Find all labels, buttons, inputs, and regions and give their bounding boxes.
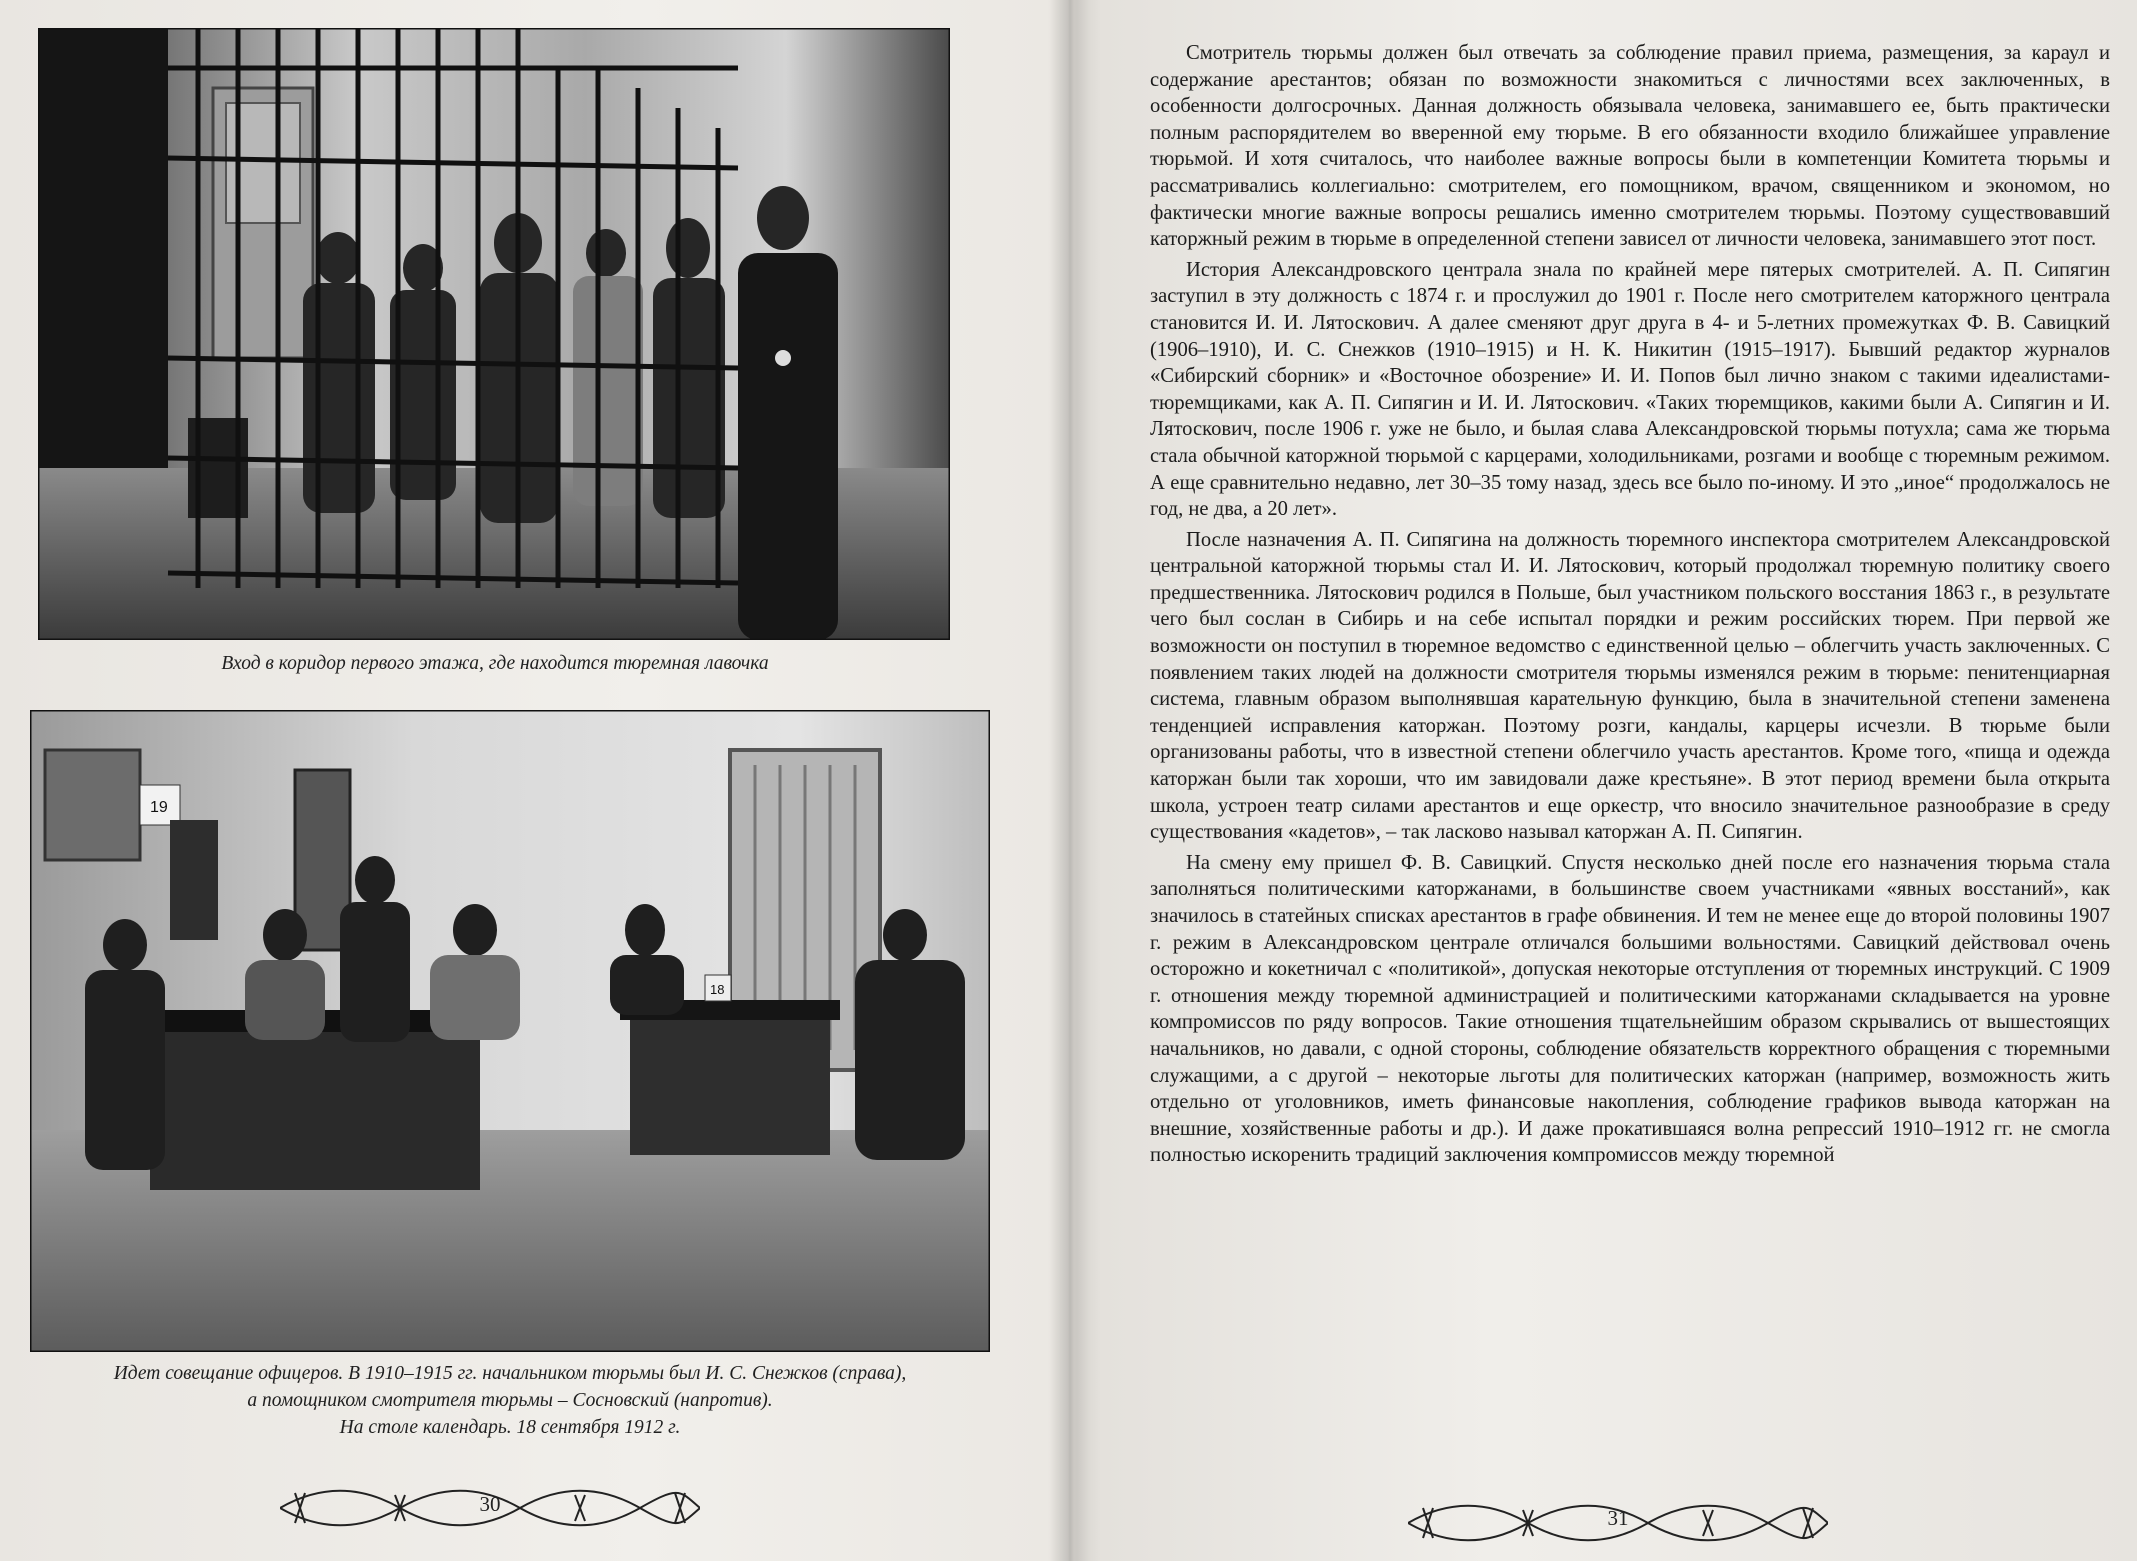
page-number-right: 31	[1607, 1506, 1629, 1530]
meeting-photo-illustration	[30, 710, 990, 1352]
calendar-card-19: 19	[150, 799, 168, 816]
left-page	[0, 0, 1068, 1561]
caption-2-line-1: Идет совещание офицеров. В 1910–1915 гг. начальником тюрьмы был И. С. Снежков (справа),	[113, 1363, 907, 1384]
paragraph-3: После назначения А. П. Сипягина на должность тюремного инспектора смотрителем Александровской центральной каторжной тюрьмы стал И. И. Лятоскович, который продолжал тюремную политику своего предшественника. Лятоскович родился в Польше, был участником польского восстания 1863 г., в результате чего был сослан в Сибирь и на себе испытал порядки и режим российских тюрем. При первой же возможности он поступил в тюремное ведомство с единственной целью – облегчить участь заключенных. С появлением таких людей на должности смотрителя тюрьмы изменялся режим в тюрьме: пенитенциарная система, главным образом выполнявшая карательную функцию, была в значительной степени заменена тенденцией исправления каторжан. Поэтому розги, кандалы, карцеры исчезли. В тюрьме были организованы работы, что в известной степени облегчило участь арестантов. Кроме того, «пища и одежда каторжан были так хороши, что им завидовали даже крестьяне». В этот период времени была открыта школа, устроен театр силами арестантов и еще оркестр, что вносило значительное разнообразие в среду существования «кадетов», – так ласково называл каторжан А. П. Сипягин.	[1150, 528, 2110, 844]
caption-corridor-photo: Вход в коридор первого этажа, где находится тюремная лавочка	[221, 653, 769, 674]
caption-2-line-2: а помощником смотрителя тюрьмы – Сосновский (напротив).	[247, 1390, 773, 1411]
paragraph-4: На смену ему пришел Ф. В. Савицкий. Спустя несколько дней после его назначения тюрьма стала заполняться политическими каторжанами, в большинстве своем участниками «явных восстаний», как значилось в статейных списках арестантов в графе обвинения. И тем не менее еще до второй половины 1907 г. режим в Александровском централе отличался большими вольностями. Савицкий действовал очень осторожно и кокетничал с «политикой», допуская некоторые отступления от тюремных инструкций. С 1909 г. отношения между тюремной администрацией и политическими каторжанами складывается на уровне компромиссов по ряду вопросов. Такие отношения тщательнейшим образом скрывались от вышестоящих начальников, но давали, с одной стороны, соблюдение обязательств корректного обращения с тюремными служащими, а с другой – некоторые льготы для политических каторжан (например, возможность жить отдельно от уголовников, иметь финансовые накопления, соблюдение графиков вывода каторжан на внешние, хозяйственные работы и др.). И даже прокатившаяся волна репрессий 1910–1912 гг. не смогла полностью искоренить традиций заключения компромиссов между тюремной	[1150, 851, 2110, 1167]
paragraph-1: Смотритель тюрьмы должен был отвечать за соблюдение правил приема, размещения, за караул и содержание арестантов; обязан по возможности знакомиться с личностями всех заключенных, в особенности долгосрочных. Данная должность обязывала человека, занимавшего ее, быть практически полным распорядителем во вверенной ему тюрьме. В его обязанности входило ближайшее управление тюрьмой. И хотя считалось, что наиболее важные вопросы были в компетенции Комитета тюрьмы и рассматривались коллегиально: смотрителем, его помощником, врачом, священником и экономом, но фактически многие важные вопросы решались именно смотрителем тюрьмы. Поэтому существовавший каторжный режим в тюрьме в определенной степени зависел от личности человека, занимавшего этот пост.	[1150, 42, 2110, 251]
photo-officers-meeting	[30, 710, 990, 1352]
photo-corridor-entrance	[38, 28, 950, 640]
caption-meeting-photo	[10, 1360, 1010, 1441]
corridor-photo-illustration	[38, 28, 950, 640]
calendar-card-18: 18	[710, 982, 725, 997]
page-number-left: 30	[479, 1492, 501, 1516]
paragraph-2: История Александровского централа знала по крайней мере пятерых смотрителей. А. П. Сипягин заступил в эту должность с 1874 г. и прослужил до 1901 г. После него смотрителем каторжного централа становится И. И. Лятоскович. А далее сменяют друг друга в 4- и 5-летних промежутках Ф. В. Савицкий (1906–1910), И. С. Снежков (1910–1915) и Н. К. Никитин (1915–1917). Бывший редактор журналов «Сибирский сборник» и «Восточное обозрение» И. И. Попов был лично знаком с такими идеалистами-тюремщиками, как А. П. Сипягин и И. И. Лятоскович. «Таких тюремщиков, какими были А. Сипягин и И. Лятоскович, после 1906 г. уже не было, и былая слава Александровской тюрьмы потухла; сама же тюрьма стала обычной каторжной тюрьмой с карцерами, холодильниками, розгами и вообще с тюремным режимом. А еще сравнительно недавно, лет 30–35 тому назад, здесь все было по-иному. И это „иное“ продолжалось не год, не два, а 20 лет».	[1150, 258, 2110, 521]
body-text	[1150, 40, 2110, 1173]
right-page	[1068, 0, 2137, 1561]
caption-2-line-3: На столе календарь. 18 сентября 1912 г.	[339, 1417, 681, 1438]
